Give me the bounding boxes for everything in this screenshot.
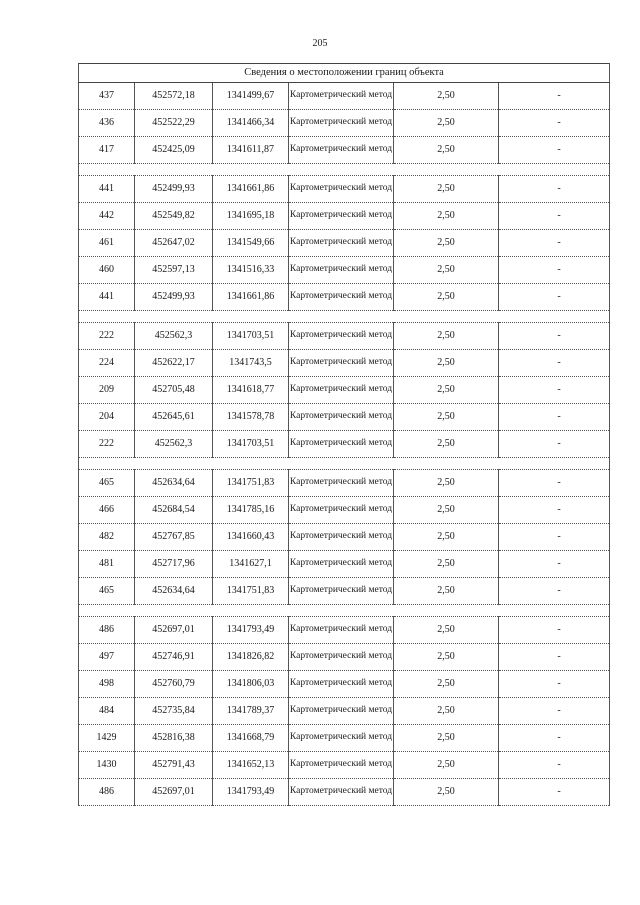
accuracy-cell: 2,50 (394, 377, 499, 404)
point-number-cell: 486 (79, 779, 135, 806)
note-cell: - (499, 110, 610, 137)
point-number-cell: 441 (79, 284, 135, 311)
method-cell: Картометрический метод (289, 644, 394, 671)
point-number-cell: 482 (79, 524, 135, 551)
x-coordinate-cell: 452634,64 (135, 578, 213, 605)
boundary-table (78, 63, 610, 806)
method-cell: Картометрический метод (289, 257, 394, 284)
method-cell: Картометрический метод (289, 698, 394, 725)
point-number-cell: 442 (79, 203, 135, 230)
accuracy-cell: 2,50 (394, 617, 499, 644)
method-cell: Картометрический метод (289, 230, 394, 257)
x-coordinate-cell: 452549,82 (135, 203, 213, 230)
table-row (79, 350, 610, 377)
y-coordinate-cell: 1341743,5 (213, 350, 289, 377)
y-coordinate-cell: 1341652,13 (213, 752, 289, 779)
y-coordinate-cell: 1341826,82 (213, 644, 289, 671)
x-coordinate-cell: 452499,93 (135, 284, 213, 311)
table-row (79, 83, 610, 110)
accuracy-cell: 2,50 (394, 176, 499, 203)
point-number-cell: 222 (79, 323, 135, 350)
y-coordinate-cell: 1341611,87 (213, 137, 289, 164)
x-coordinate-cell: 452425,09 (135, 137, 213, 164)
y-coordinate-cell: 1341793,49 (213, 779, 289, 806)
y-coordinate-cell: 1341516,33 (213, 257, 289, 284)
point-number-cell: 497 (79, 644, 135, 671)
table-header-row (79, 64, 610, 83)
x-coordinate-cell: 452697,01 (135, 617, 213, 644)
table-row (79, 284, 610, 311)
group-separator-row (79, 311, 610, 323)
table-row (79, 257, 610, 284)
point-number-cell: 466 (79, 497, 135, 524)
accuracy-cell: 2,50 (394, 470, 499, 497)
table-row (79, 230, 610, 257)
method-cell: Картометрический метод (289, 137, 394, 164)
accuracy-cell: 2,50 (394, 551, 499, 578)
y-coordinate-cell: 1341703,51 (213, 431, 289, 458)
note-cell: - (499, 83, 610, 110)
method-cell: Картометрический метод (289, 752, 394, 779)
table-row (79, 323, 610, 350)
accuracy-cell: 2,50 (394, 497, 499, 524)
method-cell: Картометрический метод (289, 110, 394, 137)
note-cell: - (499, 323, 610, 350)
table-row (79, 203, 610, 230)
table-row (79, 176, 610, 203)
accuracy-cell: 2,50 (394, 779, 499, 806)
group-separator-cell (79, 605, 610, 617)
y-coordinate-cell: 1341703,51 (213, 323, 289, 350)
note-cell: - (499, 698, 610, 725)
x-coordinate-cell: 452597,13 (135, 257, 213, 284)
y-coordinate-cell: 1341661,86 (213, 284, 289, 311)
note-cell: - (499, 404, 610, 431)
accuracy-cell: 2,50 (394, 725, 499, 752)
table-row (79, 779, 610, 806)
y-coordinate-cell: 1341661,86 (213, 176, 289, 203)
point-number-cell: 460 (79, 257, 135, 284)
table-row (79, 524, 610, 551)
x-coordinate-cell: 452522,29 (135, 110, 213, 137)
x-coordinate-cell: 452645,61 (135, 404, 213, 431)
group-separator-row (79, 605, 610, 617)
accuracy-cell: 2,50 (394, 578, 499, 605)
accuracy-cell: 2,50 (394, 350, 499, 377)
accuracy-cell: 2,50 (394, 203, 499, 230)
x-coordinate-cell: 452705,48 (135, 377, 213, 404)
method-cell: Картометрический метод (289, 497, 394, 524)
y-coordinate-cell: 1341789,37 (213, 698, 289, 725)
method-cell: Картометрический метод (289, 350, 394, 377)
note-cell: - (499, 725, 610, 752)
accuracy-cell: 2,50 (394, 752, 499, 779)
table-row (79, 725, 610, 752)
note-cell: - (499, 350, 610, 377)
accuracy-cell: 2,50 (394, 83, 499, 110)
note-cell: - (499, 617, 610, 644)
y-coordinate-cell: 1341578,78 (213, 404, 289, 431)
table-row (79, 551, 610, 578)
x-coordinate-cell: 452697,01 (135, 779, 213, 806)
accuracy-cell: 2,50 (394, 644, 499, 671)
accuracy-cell: 2,50 (394, 284, 499, 311)
x-coordinate-cell: 452572,18 (135, 83, 213, 110)
point-number-cell: 1430 (79, 752, 135, 779)
accuracy-cell: 2,50 (394, 137, 499, 164)
group-separator-cell (79, 311, 610, 323)
point-number-cell: 441 (79, 176, 135, 203)
y-coordinate-cell: 1341549,66 (213, 230, 289, 257)
method-cell: Картометрический метод (289, 617, 394, 644)
point-number-cell: 486 (79, 617, 135, 644)
y-coordinate-cell: 1341627,1 (213, 551, 289, 578)
x-coordinate-cell: 452746,91 (135, 644, 213, 671)
group-separator-cell (79, 458, 610, 470)
accuracy-cell: 2,50 (394, 230, 499, 257)
method-cell: Картометрический метод (289, 323, 394, 350)
point-number-cell: 484 (79, 698, 135, 725)
note-cell: - (499, 137, 610, 164)
point-number-cell: 209 (79, 377, 135, 404)
table-row (79, 497, 610, 524)
x-coordinate-cell: 452717,96 (135, 551, 213, 578)
method-cell: Картометрический метод (289, 83, 394, 110)
x-coordinate-cell: 452622,17 (135, 350, 213, 377)
table-row (79, 644, 610, 671)
table-row (79, 470, 610, 497)
table-row (79, 377, 610, 404)
method-cell: Картометрический метод (289, 431, 394, 458)
accuracy-cell: 2,50 (394, 671, 499, 698)
point-number-cell: 465 (79, 470, 135, 497)
point-number-cell: 481 (79, 551, 135, 578)
method-cell: Картометрический метод (289, 524, 394, 551)
method-cell: Картометрический метод (289, 725, 394, 752)
table-row (79, 617, 610, 644)
y-coordinate-cell: 1341499,67 (213, 83, 289, 110)
method-cell: Картометрический метод (289, 578, 394, 605)
note-cell: - (499, 524, 610, 551)
point-number-cell: 222 (79, 431, 135, 458)
accuracy-cell: 2,50 (394, 431, 499, 458)
note-cell: - (499, 671, 610, 698)
note-cell: - (499, 284, 610, 311)
x-coordinate-cell: 452791,43 (135, 752, 213, 779)
group-separator-cell (79, 164, 610, 176)
point-number-cell: 461 (79, 230, 135, 257)
table-row (79, 698, 610, 725)
note-cell: - (499, 497, 610, 524)
point-number-cell: 417 (79, 137, 135, 164)
group-separator-row (79, 164, 610, 176)
x-coordinate-cell: 452767,85 (135, 524, 213, 551)
method-cell: Картометрический метод (289, 470, 394, 497)
point-number-cell: 436 (79, 110, 135, 137)
note-cell: - (499, 470, 610, 497)
y-coordinate-cell: 1341466,34 (213, 110, 289, 137)
point-number-cell: 1429 (79, 725, 135, 752)
accuracy-cell: 2,50 (394, 404, 499, 431)
x-coordinate-cell: 452735,84 (135, 698, 213, 725)
table-row (79, 671, 610, 698)
point-number-cell: 498 (79, 671, 135, 698)
note-cell: - (499, 431, 610, 458)
method-cell: Картометрический метод (289, 404, 394, 431)
point-number-cell: 224 (79, 350, 135, 377)
x-coordinate-cell: 452760,79 (135, 671, 213, 698)
y-coordinate-cell: 1341660,43 (213, 524, 289, 551)
note-cell: - (499, 176, 610, 203)
method-cell: Картометрический метод (289, 671, 394, 698)
method-cell: Картометрический метод (289, 551, 394, 578)
method-cell: Картометрический метод (289, 176, 394, 203)
note-cell: - (499, 779, 610, 806)
method-cell: Картометрический метод (289, 377, 394, 404)
note-cell: - (499, 230, 610, 257)
accuracy-cell: 2,50 (394, 323, 499, 350)
x-coordinate-cell: 452499,93 (135, 176, 213, 203)
x-coordinate-cell: 452562,3 (135, 323, 213, 350)
y-coordinate-cell: 1341751,83 (213, 470, 289, 497)
note-cell: - (499, 644, 610, 671)
table-row (79, 431, 610, 458)
x-coordinate-cell: 452816,38 (135, 725, 213, 752)
note-cell: - (499, 752, 610, 779)
note-cell: - (499, 551, 610, 578)
y-coordinate-cell: 1341618,77 (213, 377, 289, 404)
group-separator-row (79, 458, 610, 470)
table-row (79, 404, 610, 431)
x-coordinate-cell: 452684,54 (135, 497, 213, 524)
x-coordinate-cell: 452562,3 (135, 431, 213, 458)
note-cell: - (499, 377, 610, 404)
method-cell: Картометрический метод (289, 779, 394, 806)
x-coordinate-cell: 452634,64 (135, 470, 213, 497)
y-coordinate-cell: 1341785,16 (213, 497, 289, 524)
table-row (79, 752, 610, 779)
point-number-cell: 465 (79, 578, 135, 605)
note-cell: - (499, 257, 610, 284)
table-row (79, 110, 610, 137)
accuracy-cell: 2,50 (394, 698, 499, 725)
method-cell: Картометрический метод (289, 203, 394, 230)
point-number-cell: 204 (79, 404, 135, 431)
y-coordinate-cell: 1341793,49 (213, 617, 289, 644)
y-coordinate-cell: 1341751,83 (213, 578, 289, 605)
accuracy-cell: 2,50 (394, 524, 499, 551)
point-number-cell: 437 (79, 83, 135, 110)
table-row (79, 137, 610, 164)
method-cell: Картометрический метод (289, 284, 394, 311)
page-number: 205 (312, 38, 328, 49)
table-row (79, 578, 610, 605)
note-cell: - (499, 578, 610, 605)
x-coordinate-cell: 452647,02 (135, 230, 213, 257)
note-cell: - (499, 203, 610, 230)
accuracy-cell: 2,50 (394, 257, 499, 284)
table-header: Сведения о местоположении границ объекта (79, 64, 610, 83)
y-coordinate-cell: 1341806,03 (213, 671, 289, 698)
y-coordinate-cell: 1341668,79 (213, 725, 289, 752)
accuracy-cell: 2,50 (394, 110, 499, 137)
y-coordinate-cell: 1341695,18 (213, 203, 289, 230)
